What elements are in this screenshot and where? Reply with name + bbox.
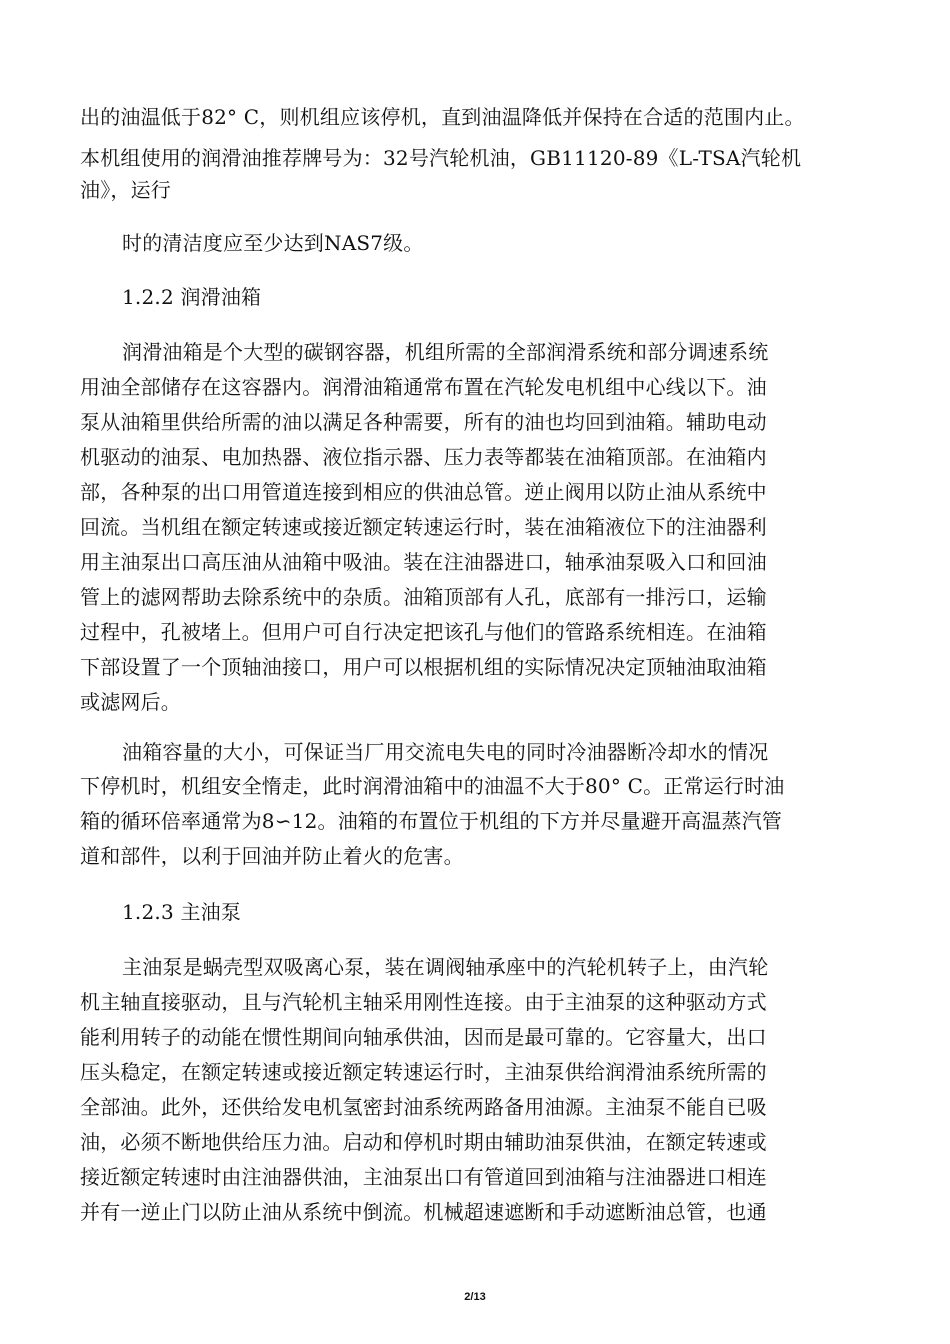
paragraph-line: 下停机时，机组安全惰走，此时润滑油箱中的油温不大于80° C。正常运行时油 [80, 774, 785, 798]
paragraph-line: 油箱容量的大小，可保证当厂用交流电失电的同时冷油器断冷却水的情况 [122, 740, 769, 764]
paragraph-line: 道和部件，以利于回油并防止着火的危害。 [80, 844, 464, 868]
paragraph-line: 机主轴直接驱动，且与汽轮机主轴采用刚性连接。由于主油泵的这种驱动方式 [80, 990, 767, 1014]
paragraph-line: 机驱动的油泵、电加热器、液位指示器、压力表等都装在油箱顶部。在油箱内 [80, 445, 767, 469]
paragraph-line: 润滑油箱是个大型的碳钢容器，机组所需的全部润滑系统和部分调速系统 [122, 340, 769, 364]
paragraph-line: 部，各种泵的出口用管道连接到相应的供油总管。逆止阀用以防止油从系统中 [80, 480, 767, 504]
paragraph-line: 过程中，孔被堵上。但用户可自行决定把该孔与他们的管路系统相连。在油箱 [80, 620, 767, 644]
intro-line-3: 油》，运行 [80, 178, 171, 202]
paragraph-line: 回流。当机组在额定转速或接近额定转速运行时，装在油箱液位下的注油器利 [80, 515, 767, 539]
intro-line-1: 出的油温低于82° C，则机组应该停机，直到油温降低并保持在合适的范围内止。 [80, 105, 805, 129]
intro-line-2: 本机组使用的润滑油推荐牌号为：32号汽轮机油，GB11120-89《L-TSA汽轮机 [80, 146, 802, 170]
section-heading-1-2-2: 1.2.2 润滑油箱 [122, 285, 262, 309]
paragraph-line: 管上的滤网帮助去除系统中的杂质。油箱顶部有人孔，底部有一排污口，运输 [80, 585, 767, 609]
paragraph-line: 下部设置了一个顶轴油接口，用户可以根据机组的实际情况决定顶轴油取油箱 [80, 655, 767, 679]
paragraph-line: 主油泵是蜗壳型双吸离心泵，装在调阀轴承座中的汽轮机转子上，由汽轮 [122, 955, 769, 979]
paragraph-line: 用主油泵出口高压油从油箱中吸油。装在注油器进口，轴承油泵吸入口和回油 [80, 550, 767, 574]
paragraph-line: 油，必须不断地供给压力油。启动和停机时期由辅助油泵供油，在额定转速或 [80, 1130, 767, 1154]
paragraph-line: 全部油。此外，还供给发电机氢密封油系统两路备用油源。主油泵不能自已吸 [80, 1095, 767, 1119]
paragraph-line: 用油全部储存在这容器内。润滑油箱通常布置在汽轮发电机组中心线以下。油 [80, 375, 767, 399]
paragraph-line: 压头稳定，在额定转速或接近额定转速运行时，主油泵供给润滑油系统所需的 [80, 1060, 767, 1084]
paragraph-line: 箱的循环倍率通常为8∽12。油箱的布置位于机组的下方并尽量避开高温蒸汽管 [80, 809, 783, 833]
page-number: 2/13 [464, 1291, 486, 1303]
paragraph-line: 泵从油箱里供给所需的油以满足各种需要，所有的油也均回到油箱。辅助电动 [80, 410, 767, 434]
paragraph-line: 并有一逆止门以防止油从系统中倒流。机械超速遮断和手动遮断油总管，也通 [80, 1200, 767, 1224]
intro-continuation: 时的清洁度应至少达到NAS7级。 [122, 231, 424, 255]
section-heading-1-2-3: 1.2.3 主油泵 [122, 900, 242, 924]
paragraph-line: 接近额定转速时由注油器供油，主油泵出口有管道回到油箱与注油器进口相连 [80, 1165, 767, 1189]
paragraph-line: 能利用转子的动能在惯性期间向轴承供油，因而是最可靠的。它容量大，出口 [80, 1025, 767, 1049]
paragraph-line: 或滤网后。 [80, 690, 181, 714]
